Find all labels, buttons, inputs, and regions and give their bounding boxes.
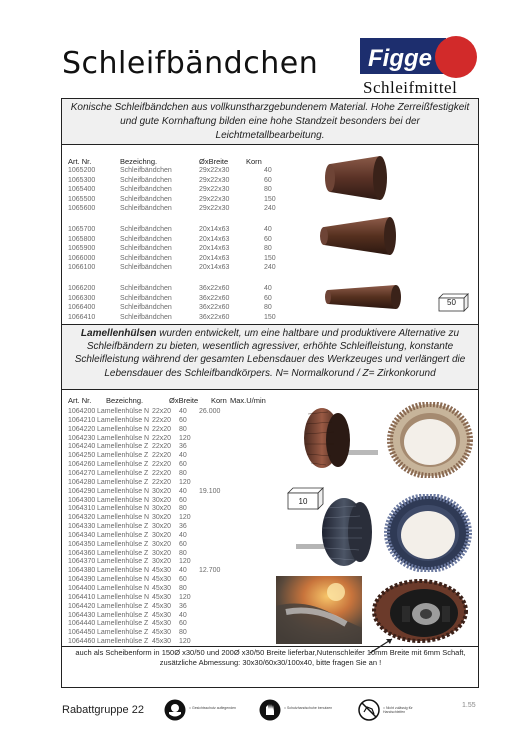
- col2-bezeichnung: Bezeichng.: [106, 396, 144, 405]
- korn-cell: 150: [264, 313, 276, 321]
- korn-cell: 60: [179, 461, 187, 469]
- logo-wordmark: Figge: [368, 45, 432, 72]
- korn-cell: 36: [179, 443, 187, 451]
- grain-type-cell: Z: [144, 638, 149, 646]
- art-nr-cell: 1066410: [68, 313, 96, 321]
- col2-korn: Korn: [211, 396, 227, 405]
- table1-row: [68, 294, 278, 304]
- table1-row: [68, 225, 278, 235]
- bezeichnung-cell: Schleifbändchen: [120, 205, 172, 213]
- pack-qty-2: 10: [298, 497, 308, 506]
- breite-cell: 22x20: [152, 469, 172, 477]
- korn-cell: 60: [179, 576, 187, 584]
- bezeichnung-cell: Lamellenhülse: [97, 443, 143, 451]
- art-nr-cell: 1064420: [68, 602, 96, 610]
- sanding-band-image-1: [322, 152, 394, 204]
- art-nr-cell: 1065300: [68, 176, 96, 184]
- grain-type-cell: N: [144, 416, 150, 424]
- bezeichnung-cell: Schleifbändchen: [120, 245, 172, 253]
- breite-cell: 36x22x60: [199, 285, 230, 292]
- table1-row: [68, 303, 278, 313]
- table2-row: [68, 442, 273, 451]
- breite-cell: 20x14x63: [199, 254, 230, 262]
- table1-row: [68, 195, 278, 205]
- bezeichnung-cell: Lamellenhülse: [97, 558, 143, 566]
- table2-row: [68, 566, 273, 575]
- table1-row: [68, 166, 278, 176]
- art-nr-cell: 1064450: [68, 629, 96, 637]
- breite-cell: 30x20: [152, 531, 172, 539]
- korn-cell: 40: [179, 531, 187, 539]
- table2-row: [68, 557, 273, 566]
- korn-cell: 240: [264, 205, 276, 213]
- breite-cell: 45x30: [152, 602, 172, 610]
- grain-type-cell: Z: [144, 523, 149, 531]
- art-nr-cell: 1065700: [68, 226, 96, 233]
- bezeichnung-cell: Lamellenhülse: [97, 531, 143, 539]
- table2-row: [68, 496, 273, 505]
- korn-cell: 120: [179, 434, 191, 442]
- table1-row: [68, 235, 278, 245]
- max-rpm-cell: 19.100: [199, 487, 221, 495]
- logo-subtitle: Schleifmittel: [363, 78, 458, 97]
- art-nr-cell: 1064200: [68, 408, 96, 415]
- art-nr-cell: 1064230: [68, 434, 96, 442]
- bezeichnung-cell: Lamellenhülse: [97, 585, 143, 592]
- korn-cell: 40: [179, 567, 187, 575]
- korn-cell: 40: [179, 452, 187, 460]
- col-korn: Korn: [246, 157, 262, 166]
- breite-cell: 20x14x63: [199, 245, 230, 253]
- bezeichnung-cell: Schleifbändchen: [120, 186, 172, 194]
- art-nr-cell: 1064220: [68, 425, 96, 433]
- grain-type-cell: Z: [144, 461, 149, 469]
- korn-cell: 120: [179, 514, 191, 522]
- bezeichnung-cell: Lamellenhülse: [97, 496, 143, 504]
- bezeichnung-cell: Lamellenhülse: [97, 638, 143, 646]
- intro-text: Konische Schleifbändchen aus vollkunstharzgebundenem Material. Hohe Zerreißfestigkeit und gute Kornhaftung bilden eine hohe Standzeit besonders bei der Leichtmetallbearbeitung.: [70, 102, 470, 141]
- grain-type-cell: Z: [144, 558, 149, 566]
- bezeichnung-cell: Lamellenhülse: [97, 549, 143, 557]
- bezeichnung-cell: Lamellenhülse: [97, 514, 143, 522]
- breite-cell: 22x20: [152, 408, 172, 415]
- lamellen-text: [62, 325, 478, 380]
- lamellen-box: [61, 324, 479, 390]
- korn-cell: 40: [264, 226, 272, 233]
- bezeichnung-cell: Lamellenhülse: [97, 593, 143, 601]
- grain-type-cell: N: [144, 593, 150, 601]
- art-nr-cell: 1065500: [68, 195, 96, 203]
- table2-row: [68, 407, 273, 416]
- breite-cell: 22x20: [152, 461, 172, 469]
- breite-cell: 30x20: [152, 505, 172, 513]
- breite-cell: 29x22x30: [199, 205, 230, 213]
- no-hand-grinding-icon: [358, 699, 380, 721]
- bezeichnung-cell: Lamellenhülse: [97, 620, 143, 628]
- lamellen-body: wurden entwickelt, um eine haltbare und produktivere Alternative zu Schleifbändern zu bieten, wesentlich agressiver, erhöhte Schleifleistung, konstante Schleifleistung während der gesamten Lebensdauer des Werkzeuges und verlängert die Lebensdauer des Schleifbandkörpers. N= Normalkorund / Z= Zirkonkorund: [74, 328, 466, 379]
- flap-wheel-shaft-image-2: [294, 492, 376, 570]
- korn-cell: 36: [179, 602, 187, 610]
- korn-cell: 80: [264, 245, 272, 253]
- flap-ring-image-2: [384, 494, 472, 572]
- korn-cell: 80: [179, 629, 187, 637]
- breite-cell: 30x20: [152, 487, 172, 495]
- art-nr-cell: 1066300: [68, 294, 96, 302]
- table2-row: [68, 549, 273, 558]
- bezeichnung-cell: Schleifbändchen: [120, 304, 172, 312]
- sanding-band-image-3: [322, 282, 404, 312]
- korn-cell: 60: [264, 176, 272, 184]
- grain-type-cell: Z: [144, 531, 149, 539]
- art-nr-cell: 1064310: [68, 505, 96, 513]
- grain-type-cell: Z: [144, 452, 149, 460]
- breite-cell: 36x22x60: [199, 294, 230, 302]
- table2-row: [68, 575, 273, 584]
- bezeichnung-cell: Lamellenhülse: [97, 540, 143, 548]
- breite-cell: 22x20: [152, 416, 172, 424]
- col-art-nr: Art. Nr.: [68, 157, 92, 166]
- art-nr-cell: 1064370: [68, 558, 96, 566]
- art-nr-cell: 1064400: [68, 585, 96, 592]
- face-shield-icon: [164, 699, 186, 721]
- gloves-caption: = Schutzhandschuhe benutzen: [284, 706, 333, 710]
- breite-cell: 20x14x63: [199, 264, 230, 272]
- table1-row: [68, 244, 278, 254]
- lamellen-lead: Lamellenhülsen: [80, 328, 157, 339]
- breite-cell: 45x30: [152, 567, 172, 575]
- table2-row: [68, 593, 273, 602]
- art-nr-cell: 1064360: [68, 549, 96, 557]
- bezeichnung-cell: Schleifbändchen: [120, 235, 172, 243]
- breite-cell: 22x20: [152, 425, 172, 433]
- table2-row: [68, 416, 273, 425]
- table2-row: [68, 469, 273, 478]
- korn-cell: 150: [264, 195, 276, 203]
- korn-cell: 120: [179, 638, 191, 646]
- art-nr-cell: 1064340: [68, 531, 96, 539]
- table1-row: [68, 204, 278, 214]
- table1-row: [68, 284, 278, 294]
- korn-cell: 36: [179, 523, 187, 531]
- breite-cell: 20x14x63: [199, 235, 230, 243]
- art-nr-cell: 1064280: [68, 478, 96, 486]
- art-nr-cell: 1064390: [68, 576, 96, 584]
- korn-cell: 60: [179, 540, 187, 548]
- art-nr-cell: 1064260: [68, 461, 96, 469]
- korn-cell: 60: [264, 235, 272, 243]
- bezeichnung-cell: Lamellenhülse: [97, 461, 143, 469]
- col-bezeichnung: Bezeichng.: [120, 157, 158, 166]
- grain-type-cell: N: [144, 487, 150, 495]
- bezeichnung-cell: Lamellenhülse: [97, 602, 143, 610]
- breite-cell: 45x30: [152, 629, 172, 637]
- grain-type-cell: Z: [144, 620, 149, 628]
- col-breite: ØxBreite: [199, 157, 229, 166]
- grain-type-cell: N: [144, 514, 150, 522]
- bezeichnung-cell: Schleifbändchen: [120, 294, 172, 302]
- korn-cell: 60: [179, 416, 187, 424]
- gloves-icon: [259, 699, 281, 721]
- face-shield-caption: = Gesichtsschutz auflegenden: [189, 706, 236, 710]
- table2-row: [68, 611, 273, 620]
- art-nr-cell: 1064460: [68, 638, 96, 646]
- art-nr-cell: 1065800: [68, 235, 96, 243]
- bezeichnung-cell: Schleifbändchen: [120, 167, 172, 174]
- korn-cell: 240: [264, 264, 276, 272]
- bezeichnung-cell: Lamellenhülse: [97, 505, 143, 513]
- korn-cell: 40: [179, 487, 187, 495]
- breite-cell: 22x20: [152, 443, 172, 451]
- bezeichnung-cell: Lamellenhülse: [97, 408, 143, 415]
- korn-cell: 60: [179, 620, 187, 628]
- art-nr-cell: 1064320: [68, 514, 96, 522]
- grain-type-cell: N: [144, 567, 150, 575]
- page-title: Schleifbändchen: [62, 46, 319, 81]
- breite-cell: 45x30: [152, 620, 172, 628]
- table1-row: [68, 263, 278, 273]
- table1-row: [68, 254, 278, 264]
- korn-cell: 80: [264, 304, 272, 312]
- korn-cell: 150: [264, 254, 276, 262]
- intro-box: [61, 98, 479, 145]
- bezeichnung-cell: Lamellenhülse: [97, 416, 143, 424]
- table2-row: [68, 637, 273, 646]
- breite-cell: 45x30: [152, 593, 172, 601]
- bezeichnung-cell: Lamellenhülse: [97, 523, 143, 531]
- bezeichnung-cell: Schleifbändchen: [120, 254, 172, 262]
- breite-cell: 36x22x60: [199, 313, 230, 321]
- breite-cell: 36x22x60: [199, 304, 230, 312]
- table2-row: [68, 628, 273, 637]
- bezeichnung-cell: Schleifbändchen: [120, 176, 172, 184]
- art-nr-cell: 1064350: [68, 540, 96, 548]
- breite-cell: 30x20: [152, 558, 172, 566]
- table1-row: [68, 185, 278, 195]
- art-nr-cell: 1064330: [68, 523, 96, 531]
- bezeichnung-cell: Schleifbändchen: [120, 264, 172, 272]
- table2-row: [68, 478, 273, 487]
- korn-cell: 40: [179, 408, 187, 415]
- discount-group: Rabattgruppe 22: [62, 704, 144, 716]
- breite-cell: 45x30: [152, 585, 172, 592]
- bezeichnung-cell: Lamellenhülse: [97, 487, 143, 495]
- breite-cell: 45x30: [152, 638, 172, 646]
- art-nr-cell: 1066000: [68, 254, 96, 262]
- grain-type-cell: Z: [144, 469, 149, 477]
- table2-row: [68, 540, 273, 549]
- breite-cell: 30x20: [152, 540, 172, 548]
- art-nr-cell: 1065600: [68, 205, 96, 213]
- korn-cell: 120: [179, 593, 191, 601]
- table2-row: [68, 425, 273, 434]
- bezeichnung-cell: Lamellenhülse: [97, 478, 143, 486]
- grain-type-cell: N: [144, 425, 150, 433]
- art-nr-cell: 1065400: [68, 186, 96, 194]
- bezeichnung-cell: Schleifbändchen: [120, 226, 172, 233]
- col2-breite: ØxBreite: [169, 396, 199, 405]
- grinding-photo: [276, 576, 362, 644]
- figge-logo: [360, 36, 478, 78]
- breite-cell: 29x22x30: [199, 195, 230, 203]
- korn-cell: 40: [264, 167, 272, 174]
- art-nr-cell: 1064210: [68, 416, 96, 424]
- art-nr-cell: 1066100: [68, 264, 96, 272]
- col2-art-nr: Art. Nr.: [68, 396, 92, 405]
- korn-cell: 120: [179, 558, 191, 566]
- breite-cell: 22x20: [152, 452, 172, 460]
- table2-row: [68, 487, 273, 496]
- grain-type-cell: Z: [144, 540, 149, 548]
- table2-row: [68, 531, 273, 540]
- table2-row: [68, 619, 273, 628]
- breite-cell: 45x30: [152, 576, 172, 584]
- art-nr-cell: 1065200: [68, 167, 96, 174]
- grain-type-cell: Z: [144, 629, 149, 637]
- korn-cell: 80: [179, 469, 187, 477]
- korn-cell: 80: [179, 549, 187, 557]
- table2-row: [68, 522, 273, 531]
- grain-type-cell: N: [144, 408, 150, 415]
- breite-cell: 29x22x30: [199, 167, 230, 174]
- table2-row: [68, 504, 273, 513]
- korn-cell: 40: [264, 285, 272, 292]
- art-nr-cell: 1064380: [68, 567, 96, 575]
- grain-type-cell: N: [144, 585, 150, 592]
- bezeichnung-cell: Lamellenhülse: [97, 469, 143, 477]
- table2-row: [68, 451, 273, 460]
- bezeichnung-cell: Lamellenhülse: [97, 629, 143, 637]
- breite-cell: 30x20: [152, 514, 172, 522]
- table2-row: [68, 584, 273, 593]
- korn-cell: 80: [179, 585, 187, 592]
- art-nr-cell: 1064440: [68, 620, 96, 628]
- korn-cell: 120: [179, 478, 191, 486]
- art-nr-cell: 1064290: [68, 487, 96, 495]
- flap-wheel-shaft-image-1: [298, 402, 382, 476]
- breite-cell: 29x22x30: [199, 186, 230, 194]
- art-nr-cell: 1066200: [68, 285, 96, 292]
- breite-cell: 22x20: [152, 478, 172, 486]
- breite-cell: 30x20: [152, 549, 172, 557]
- footnote: auch als Scheibenform in 150Ø x30/50 und 200Ø x30/50 Breite lieferbar,Nutenschleifer 10mm Breite mit 6mm Schaft, zusätzliche Abmessung: 30x30/60x30/100x40, bitte fragen Sie an !: [62, 646, 479, 668]
- breite-cell: 30x20: [152, 523, 172, 531]
- art-nr-cell: 1065900: [68, 245, 96, 253]
- max-rpm-cell: 26.000: [199, 408, 221, 415]
- art-nr-cell: 1066400: [68, 304, 96, 312]
- breite-cell: 22x20: [152, 434, 172, 442]
- bezeichnung-cell: Lamellenhülse: [97, 452, 143, 460]
- table1-row: [68, 313, 278, 323]
- grain-type-cell: Z: [144, 602, 149, 610]
- bezeichnung-cell: Schleifbändchen: [120, 285, 172, 292]
- korn-cell: 80: [179, 505, 187, 513]
- korn-cell: 60: [179, 496, 187, 504]
- grain-type-cell: N: [144, 576, 150, 584]
- bezeichnung-cell: Lamellenhülse: [97, 611, 143, 619]
- breite-cell: 29x22x30: [199, 176, 230, 184]
- bezeichnung-cell: Schleifbändchen: [120, 195, 172, 203]
- col2-max-rpm: Max.U/min: [230, 396, 266, 405]
- bezeichnung-cell: Lamellenhülse: [97, 434, 143, 442]
- breite-cell: 45x30: [152, 611, 172, 619]
- grain-type-cell: Z: [144, 478, 149, 486]
- art-nr-cell: 1064300: [68, 496, 96, 504]
- table2-row: [68, 434, 273, 443]
- art-nr-cell: 1064240: [68, 443, 96, 451]
- flap-ring-image-1: [386, 402, 474, 478]
- table1-row: [68, 176, 278, 186]
- pack-qty-1: 50: [447, 298, 456, 307]
- art-nr-cell: 1064270: [68, 469, 96, 477]
- table2-row: [68, 513, 273, 522]
- grain-type-cell: Z: [144, 611, 149, 619]
- art-nr-cell: 1064410: [68, 593, 96, 601]
- table2-row: [68, 602, 273, 611]
- bezeichnung-cell: Lamellenhülse: [97, 425, 143, 433]
- korn-cell: 80: [179, 425, 187, 433]
- max-rpm-cell: 12.700: [199, 567, 221, 575]
- no-hand-grinding-caption: = Nicht zulässig für Handschleifen: [383, 706, 413, 714]
- bezeichnung-cell: Lamellenhülse: [97, 567, 143, 575]
- grain-type-cell: Z: [144, 443, 149, 451]
- sanding-band-image-2: [318, 213, 400, 259]
- grain-type-cell: Z: [144, 549, 149, 557]
- grain-type-cell: N: [144, 496, 150, 504]
- korn-cell: 60: [264, 294, 272, 302]
- breite-cell: 20x14x63: [199, 226, 230, 233]
- bezeichnung-cell: Schleifbändchen: [120, 313, 172, 321]
- art-nr-cell: 1064430: [68, 611, 96, 619]
- breite-cell: 30x20: [152, 496, 172, 504]
- art-nr-cell: 1064250: [68, 452, 96, 460]
- bezeichnung-cell: Lamellenhülse: [97, 576, 143, 584]
- grain-type-cell: N: [144, 505, 150, 513]
- page-number: 1.55: [462, 702, 476, 709]
- table2-row: [68, 460, 273, 469]
- korn-cell: 80: [264, 186, 272, 194]
- korn-cell: 40: [179, 611, 187, 619]
- grain-type-cell: N: [144, 434, 150, 442]
